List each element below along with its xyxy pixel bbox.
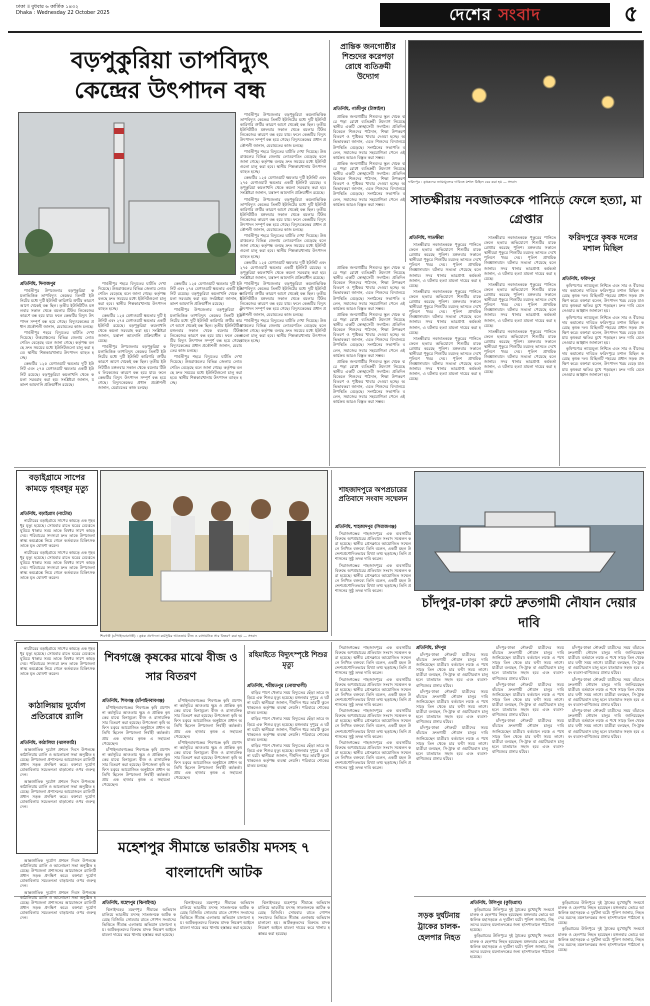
shahjadpur-body-2: সিরাজগঞ্জের শাহজাদপুরে এক ব্যবসায়ীর বিরুদ্ধে অপপ্রচারের প্রতিবাদে সংবাদ সম্মেলন করা হয়েছে। স্থানীয় প্রেসক্লাবে আয়োজিত সম্মেলনে লিখিত বক্তব্যে তিনি বলেন, একটি মহল উদ্দেশ্যপ্রণোদিতভাবে মিথ্যা তথ্য ছড়াচ্ছে। তিনি প্রশাসনের সুষ্ঠু তদন্ত দাবি করেন। সিরাজগঞ্জের শাহজাদপুরে এক ব্যবসায়ীর বিরুদ্ধে অপপ্রচারের প্রতিবাদে সংবাদ সম্মেলন করা হয়েছে। স্থানীয় প্রেসক্লাবে আয়োজিত সম্মেলনে লিখিত বক্তব্যে তিনি বলেন, একটি মহল উদ্দেশ্যপ্রণোদিতভাবে মিথ্যা তথ্য ছড়াচ্ছে। তিনি প্রশাসনের সুষ্ঠু তদন্ত দাবি করেন। সিরাজগঞ্জের শাহজাদপুরে এক ব্যবসায়ীর বিরুদ্ধে অপপ্রচারের প্রতিবাদে সংবাদ সম্মেলন করা হয়েছে। স্থানীয় প্রেসক্লাবে আয়োজিত সম্মেলনে লিখিত বক্তব্যে তিনি বলেন, একটি মহল উদ্দেশ্যপ্রণোদিতভাবে মিথ্যা তথ্য ছড়াচ্ছে। তিনি প্রশাসনের সুষ্ঠু তদন্ত দাবি করেন। সিরাজগঞ্জের শাহজাদপুরে এক ব্যবসায়ীর বিরুদ্ধে অপপ্রচারের প্রতিবাদে সংবাদ সম্মেলন করা হয়েছে। স্থানীয় প্রেসক্লাবে আয়োজিত সম্মেলনে লিখিত বক্তব্যে তিনি বলেন, একটি মহল উদ্দেশ্যপ্রণোদিতভাবে মিথ্যা তথ্য ছড়াচ্ছে। তিনি প্রশাসনের সুষ্ঠু তদন্ত দাবি করেন। — [335, 645, 411, 771]
lead-body-2: পার্বতীপুর শহরে বিদ্যুতের ঘাটতি দেখা দিয়েছে। উত্তরাঞ্চলের বিভিন্ন জেলায় লোডশেডিং বেড়েছে বলে জানা গেছে। কর্তৃপক্ষ বলছে দ্রুত সময়ের মধ্যে ইউনিটগুলো চালু করা হবে। স্থানীয় শিল্পকারখানায় উৎপাদন ব্যাহত হচ্ছে। কেন্দ্রটির ১২৫ মেগাওয়াট ক্ষমতার দুটি ইউনিট এবং ২৭৫ মেগাওয়াট ক্ষমতার একটি ইউনিট রয়েছে। বড়পুকুরিয়া কয়লাখনি থেকে কয়লা সরবরাহ করা হয়। সংশ্লিষ্টরা জানান, যন্ত্রাংশ আমদানি প্রক্রিয়াধীন রয়েছে। পার্বতীপুর উপজেলার বড়পুকুরিয়া কয়লাভিত্তিক তাপবিদ্যুৎ কেন্দ্রের তিনটি ইউনিটের মধ্যে দুটি ইউনিট কারিগরি ত্রুটির কারণে আগে থেকেই বন্ধ ছিল। তৃতীয় ইউনিটটিও মঙ্গলবার সকাল থেকে বয়লার টিউব লিকেজের কারণে বন্ধ হয়ে যায়। ফলে কেন্দ্রটির বিদ্যুৎ উৎপাদন সম্পূর্ণ বন্ধ হয়ে গেছে। বিদ্যুৎকেন্দ্রের প্রধান প্রকৌশলী জানান, মেরামতের কাজ চলছে। — [98, 281, 166, 390]
lead-byline: প্রতিনিধি, দিনাজপুর — [20, 282, 56, 287]
road-accident-body-2: কুড়িগ্রামের উলিপুরে দুই ট্রাকের মুখোমুখি সংঘর্ষে চালক ও হেলপার নিহত হয়েছেন। মঙ্গলবার ভোরে আঞ্চলিক মহাসড়কে এ দুর্ঘটনা ঘটে। পুলিশ জানায়, নিহতদের মরদেহ ময়নাতদন্তের জন্য হাসপাতালে পাঠানো হয়েছে। কুড়িগ্রামের উলিপুরে দুই ট্রাকের মুখোমুখি সংঘর্ষে চালক ও হেলপার নিহত হয়েছেন। মঙ্গলবার ভোরে আঞ্চলিক মহাসড়কে এ দুর্ঘটনা ঘটে। পুলিশ জানায়, নিহতদের মরদেহ ময়নাতদন্তের জন্য হাসপাতালে পাঠানো হয়েছে। — [558, 900, 644, 952]
issue-date — [16, 4, 110, 17]
shibganj-body-1: চাঁপাইনবাবগঞ্জের শিবগঞ্জে কৃষি প্রণোদনা কর্মসূচির আওতায় ক্ষুদ্র ও প্রান্তিক কৃষকের মাঝে বিনামূল্যে বীজ ও রাসায়নিক সার বিতরণ করা হয়েছে। উপজেলা কৃষি অফিস চত্বরে আয়োজিত অনুষ্ঠানে প্রধান অতিথি ছিলেন উপজেলা নির্বাহী কর্মকর্তা। প্রায় এক হাজার কৃষক এ সহায়তা পেয়েছেন। চাঁপাইনবাবগঞ্জের শিবগঞ্জে কৃষি প্রণোদনা কর্মসূচির আওতায় ক্ষুদ্র ও প্রান্তিক কৃষকের মাঝে বিনামূল্যে বীজ ও রাসায়নিক সার বিতরণ করা হয়েছে। উপজেলা কৃষি অফিস চত্বরে আয়োজিত অনুষ্ঠানে প্রধান অতিথি ছিলেন উপজেলা নির্বাহী কর্মকর্তা। প্রায় এক হাজার কৃষক এ সহায়তা পেয়েছেন। — [102, 705, 170, 788]
snake-body-cont: নাটোরের বড়াইগ্রামে সাপের কামড়ে এক গৃহবধূর মৃত্যু হয়েছে। সোমবার রাতে ঘরের মেঝেতে ঘুমিয়ে থাকার সময় তাকে বিষধর সাপে কামড় দেয়। পরিবারের সদস্যরা দ্রুত তাকে উপজেলা স্বাস্থ্য কমপ্লেক্সে নিয়ে গেলে কর্তব্যরত চিকিৎসক তাকে মৃত ঘোষণা করেন। — [20, 646, 95, 677]
torch-rally-photo — [408, 40, 644, 178]
section-banner — [380, 3, 610, 27]
kathaltali-byline: প্রতিনিধি, কাঠালিয়া (ঝালকাঠি) — [20, 741, 77, 746]
kathaltali-headline: কাঠালিয়ায় দুর্যোগ প্রতিরোধে র‌্যালি — [28, 701, 86, 721]
lead-body-4: পার্বতীপুর উপজেলার বড়পুকুরিয়া কয়লাভিত্তিক তাপবিদ্যুৎ কেন্দ্রের তিনটি ইউনিটের মধ্যে দুটি ইউনিট কারিগরি ত্রুটির কারণে আগে থেকেই বন্ধ ছিল। তৃতীয় ইউনিটটিও মঙ্গলবার সকাল থেকে বয়লার টিউব লিকেজের কারণে বন্ধ হয়ে যায়। ফলে কেন্দ্রটির বিদ্যুৎ উৎপাদন সম্পূর্ণ বন্ধ হয়ে গেছে। বিদ্যুৎকেন্দ্রের প্রধান প্রকৌশলী জানান, মেরামতের কাজ চলছে। পার্বতীপুর শহরে বিদ্যুতের ঘাটতি দেখা দিয়েছে। উত্তরাঞ্চলের বিভিন্ন জেলায় লোডশেডিং বেড়েছে বলে জানা গেছে। কর্তৃপক্ষ বলছে দ্রুত সময়ের মধ্যে ইউনিটগুলো চালু করা হবে। স্থানীয় শিল্পকারখানায় উৎপাদন ব্যাহত হচ্ছে। কেন্দ্রটির ১২৫ মেগাওয়াট ক্ষমতার দুটি ইউনিট এবং ২৭৫ মেগাওয়াট ক্ষমতার একটি ইউনিট রয়েছে। বড়পুকুরিয়া কয়লাখনি থেকে কয়লা সরবরাহ করা হয়। সংশ্লিষ্টরা জানান, যন্ত্রাংশ আমদানি প্রক্রিয়াধীন রয়েছে। পার্বতীপুর উপজেলার বড়পুকুরিয়া কয়লাভিত্তিক তাপবিদ্যুৎ কেন্দ্রের তিনটি ইউনিটের মধ্যে দুটি ইউনিট কারিগরি ত্রুটির কারণে আগে থেকেই বন্ধ ছিল। তৃতীয় ইউনিটটিও মঙ্গলবার সকাল থেকে বয়লার টিউব লিকেজের কারণে বন্ধ হয়ে যায়। ফলে কেন্দ্রটির বিদ্যুৎ উৎপাদন সম্পূর্ণ বন্ধ হয়ে গেছে। বিদ্যুৎকেন্দ্রের প্রধান প্রকৌশলী জানান, মেরামতের কাজ চলছে। পার্বতীপুর শহরে বিদ্যুতের ঘাটতি দেখা দিয়েছে। উত্তরাঞ্চলের বিভিন্ন জেলায় লোডশেডিং বেড়েছে বলে জানা গেছে। কর্তৃপক্ষ বলছে দ্রুত সময়ের মধ্যে ইউনিটগুলো চালু করা হবে। স্থানীয় শিল্পকারখানায় উৎপাদন ব্যাহত হচ্ছে। কেন্দ্রটির ১২৫ মেগাওয়াট ক্ষমতার দুটি ইউনিট এবং ২৭৫ মেগাওয়াট ক্ষমতার একটি ইউনিট রয়েছে। বড়পুকুরিয়া কয়লাখনি থেকে কয়লা সরবরাহ করা হয়। সংশ্লিষ্টরা জানান, যন্ত্রাংশ আমদানি প্রক্রিয়াধীন রয়েছে। পার্বতীপুর উপজেলার বড়পুকুরিয়া কয়লাভিত্তিক তাপবিদ্যুৎ কেন্দ্রের তিনটি ইউনিটের মধ্যে দুটি ইউনিট কারিগরি ত্রুটির কারণে আগে থেকেই বন্ধ ছিল। তৃতীয় ইউনিটটিও মঙ্গলবার সকাল থেকে বয়লার টিউব লিকেজের কারণে বন্ধ হয়ে যায়। ফলে কেন্দ্রটির বিদ্যুৎ উৎপাদন সম্পূর্ণ বন্ধ হয়ে গেছে। বিদ্যুৎকেন্দ্রের প্রধান প্রকৌশলী জানান, মেরামতের কাজ চলছে। পার্বতীপুর শহরে বিদ্যুতের ঘাটতি দেখা দিয়েছে। উত্তরাঞ্চলের বিভিন্ন জেলায় লোডশেডিং বেড়েছে বলে জানা গেছে। কর্তৃপক্ষ বলছে দ্রুত সময়ের মধ্যে ইউনিটগুলো চালু করা হবে। স্থানীয় শিল্পকারখানায় উৎপাদন ব্যাহত হচ্ছে। — [240, 112, 326, 344]
torch-rally-caption: ফরিদপুর : কৃষকদের ন্যায্যমূল্যের দাবিতে মশাল মিছিল বের করা হয় — সংবাদ — [408, 180, 517, 184]
seed-distribution-photo — [100, 470, 328, 632]
section-title: দেশের সংবাদ — [449, 5, 541, 24]
chandpur-body-1: চাঁদপুর-ঢাকা নৌরুটে যাত্রীদের সময় বাঁচাতে দ্রুতগামী নৌযান চালুর দাবি জানিয়েছেন যাত্রীরা। বর্তমানে লঞ্চে এ পথে সাড়ে তিন থেকে চার ঘণ্টা সময় লাগে। যাত্রীরা বলছেন, সি-ট্রাক বা ওয়াটারবাস চালু হলে যাতায়াত সহজ হবে এবং ব্যবসা-বাণিজ্যের প্রসার ঘটবে। চাঁদপুর-ঢাকা নৌরুটে যাত্রীদের সময় বাঁচাতে দ্রুতগামী নৌযান চালুর দাবি জানিয়েছেন যাত্রীরা। বর্তমানে লঞ্চে এ পথে সাড়ে তিন থেকে চার ঘণ্টা সময় লাগে। যাত্রীরা বলছেন, সি-ট্রাক বা ওয়াটারবাস চালু হলে যাতায়াত সহজ হবে এবং ব্যবসা-বাণিজ্যের প্রসার ঘটবে। চাঁদপুর-ঢাকা নৌরুটে যাত্রীদের সময় বাঁচাতে দ্রুতগামী নৌযান চালুর দাবি জানিয়েছেন যাত্রীরা। বর্তমানে লঞ্চে এ পথে সাড়ে তিন থেকে চার ঘণ্টা সময় লাগে। যাত্রীরা বলছেন, সি-ট্রাক বা ওয়াটারবাস চালু হলে যাতায়াত সহজ হবে এবং ব্যবসা-বাণিজ্যের প্রসার ঘটবে। — [416, 652, 488, 761]
child-story-headline: প্রান্তিক জনগোষ্ঠীর শিশুদের করেপড়া রোধে ব্যতিক্রমী উদ্যোগ — [340, 42, 396, 81]
shahjadpur-body: সিরাজগঞ্জের শাহজাদপুরে এক ব্যবসায়ীর বিরুদ্ধে অপপ্রচারের প্রতিবাদে সংবাদ সম্মেলন করা হয়েছে। স্থানীয় প্রেসক্লাবে আয়োজিত সম্মেলনে লিখিত বক্তব্যে তিনি বলেন, একটি মহল উদ্দেশ্যপ্রণোদিতভাবে মিথ্যা তথ্য ছড়াচ্ছে। তিনি প্রশাসনের সুষ্ঠু তদন্ত দাবি করেন। সিরাজগঞ্জের শাহজাদপুরে এক ব্যবসায়ীর বিরুদ্ধে অপপ্রচারের প্রতিবাদে সংবাদ সম্মেলন করা হয়েছে। স্থানীয় প্রেসক্লাবে আয়োজিত সম্মেলনে লিখিত বক্তব্যে তিনি বলেন, একটি মহল উদ্দেশ্যপ্রণোদিতভাবে মিথ্যা তথ্য ছড়াচ্ছে। তিনি প্রশাসনের সুষ্ঠু তদন্ত দাবি করেন। — [335, 531, 411, 594]
road-accident-byline: প্রতিনিধি, উলিপুর (কুড়িগ্রাম) — [470, 901, 522, 906]
lead-body-3: কেন্দ্রটির ১২৫ মেগাওয়াট ক্ষমতার দুটি ইউনিট এবং ২৭৫ মেগাওয়াট ক্ষমতার একটি ইউনিট রয়েছে। বড়পুকুরিয়া কয়লাখনি থেকে কয়লা সরবরাহ করা হয়। সংশ্লিষ্টরা জানান, যন্ত্রাংশ আমদানি প্রক্রিয়াধীন রয়েছে। পার্বতীপুর উপজেলার বড়পুকুরিয়া কয়লাভিত্তিক তাপবিদ্যুৎ কেন্দ্রের তিনটি ইউনিটের মধ্যে দুটি ইউনিট কারিগরি ত্রুটির কারণে আগে থেকেই বন্ধ ছিল। তৃতীয় ইউনিটটিও মঙ্গলবার সকাল থেকে বয়লার টিউব লিকেজের কারণে বন্ধ হয়ে যায়। ফলে কেন্দ্রটির বিদ্যুৎ উৎপাদন সম্পূর্ণ বন্ধ হয়ে গেছে। বিদ্যুৎকেন্দ্রের প্রধান প্রকৌশলী জানান, মেরামতের কাজ চলছে। পার্বতীপুর শহরে বিদ্যুতের ঘাটতি দেখা দিয়েছে। উত্তরাঞ্চলের বিভিন্ন জেলায় লোডশেডিং বেড়েছে বলে জানা গেছে। কর্তৃপক্ষ বলছে দ্রুত সময়ের মধ্যে ইউনিটগুলো চালু করা হবে। স্থানীয় শিল্পকারখানায় উৎপাদন ব্যাহত হচ্ছে। — [170, 281, 242, 385]
seed-distribution-caption: শিবগঞ্জ (চাঁপাইনবাবগঞ্জ) : কৃষক প্রণোদনা কর্মসূচির আওতায় বীজ ও রাসায়নিক সার বিতরণ করা হয় — সংবাদ — [100, 634, 258, 638]
lead-body-5 — [246, 282, 326, 464]
power-plant-illustration — [19, 113, 236, 275]
maheshpur-body-3: ঝিনাইদহের মহেশপুর সীমান্তে অভিযান চালিয়ে ভারতীয় মদসহ সাতজনকে আটক করেছে বিজিবি। সোমবার রাতে গোপন সংবাদের ভিত্তিতে সীমান্ত এলাকায় অভিযান চালানো হয়। আটককৃতদের বিরুদ্ধে মাদক নিয়ন্ত্রণ আইনে মামলা দায়ের করে থানায় হস্তান্তর করা হয়েছে। — [258, 900, 330, 936]
electrocution-body: বাড়ির পাশে খেলার সময় বিদ্যুতের ছেঁড়া তারে জড়িয়ে এক শিশুর মৃত্যু হয়েছে। মঙ্গলবার দুপুরে এ ঘটনা ঘটে। স্থানীয়রা জানান, দীর্ঘদিন ধরে তারটি ঝুলে থাকলেও কর্তৃপক্ষ ব্যবস্থা নেয়নি। পরিবারে শোকের মাতম চলছে। বাড়ির পাশে খেলার সময় বিদ্যুতের ছেঁড়া তারে জড়িয়ে এক শিশুর মৃত্যু হয়েছে। মঙ্গলবার দুপুরে এ ঘটনা ঘটে। স্থানীয়রা জানান, দীর্ঘদিন ধরে তারটি ঝুলে থাকলেও কর্তৃপক্ষ ব্যবস্থা নেয়নি। পরিবারে শোকের মাতম চলছে। বাড়ির পাশে খেলার সময় বিদ্যুতের ছেঁড়া তারে জড়িয়ে এক শিশুর মৃত্যু হয়েছে। মঙ্গলবার দুপুরে এ ঘটনা ঘটে। স্থানীয়রা জানান, দীর্ঘদিন ধরে তারটি ঝুলে থাকলেও কর্তৃপক্ষ ব্যবস্থা নেয়নি। পরিবারে শোকের মাতম চলছে। — [247, 690, 329, 769]
power-plant-photo — [18, 112, 236, 275]
masthead — [0, 0, 650, 34]
page-number: ৫ — [623, 2, 639, 27]
shibganj-headline: শিবগঞ্জে কৃষকের মাঝে বীজ ও সার বিতরণ — [104, 651, 238, 683]
maheshpur-body-1: ঝিনাইদহের মহেশপুর সীমান্তে অভিযান চালিয়ে ভারতীয় মদসহ সাতজনকে আটক করেছে বিজিবি। সোমবার রাতে গোপন সংবাদের ভিত্তিতে সীমান্ত এলাকায় অভিযান চালানো হয়। আটককৃতদের বিরুদ্ধে মাদক নিয়ন্ত্রণ আইনে মামলা দায়ের করে থানায় হস্তান্তর করা হয়েছে। — [102, 907, 176, 938]
kathaltali-body-cont: আন্তর্জাতিক দুর্যোগ প্রশমন দিবস উপলক্ষে কাঠালিয়ায় র‌্যালি ও আলোচনা সভা অনুষ্ঠিত হয়েছে। উপজেলা প্রশাসনের আয়োজনে র‌্যালিটি প্রধান সড়ক প্রদক্ষিণ করে। বক্তারা দুর্যোগ মোকাবিলায় সচেতনতা বাড়ানোর ওপর গুরুত্ব দেন। আন্তর্জাতিক দুর্যোগ প্রশমন দিবস উপলক্ষে কাঠালিয়ায় র‌্যালি ও আলোচনা সভা অনুষ্ঠিত হয়েছে। উপজেলা প্রশাসনের আয়োজনে র‌্যালিটি প্রধান সড়ক প্রদক্ষিণ করে। বক্তারা দুর্যোগ মোকাবিলায় সচেতনতা বাড়ানোর ওপর গুরুত্ব দেন। — [20, 858, 96, 921]
issue-date-en: Dhaka : Wednesday 22 October 2025 — [16, 10, 110, 17]
faridpur-byline: প্রতিনিধি, ফরিদপুর — [562, 277, 596, 282]
issue-date-bn: ঢাকা ॥ বুধবার ৬ কার্তিক ১৪৩২ — [16, 4, 79, 10]
faridpur-body: কৃষিপণ্যের ন্যায্যমূল্য নিশ্চিত এবং সার ও বীজের দাম কমানোর দাবিতে ফরিদপুরে মশাল মিছিল করেছে কৃষক দল। মিছিলটি শহরের প্রধান সড়ক প্রদক্ষিণ করে। বক্তারা বলেন, উৎপাদন খরচ বেড়ে যাওয়ায় কৃষকরা ক্ষতির মুখে পড়ছেন। দ্রুত দাবি মেনে নেওয়ার আহ্বান জানানো হয়। কৃষিপণ্যের ন্যায্যমূল্য নিশ্চিত এবং সার ও বীজের দাম কমানোর দাবিতে ফরিদপুরে মশাল মিছিল করেছে কৃষক দল। মিছিলটি শহরের প্রধান সড়ক প্রদক্ষিণ করে। বক্তারা বলেন, উৎপাদন খরচ বেড়ে যাওয়ায় কৃষকরা ক্ষতির মুখে পড়ছেন। দ্রুত দাবি মেনে নেওয়ার আহ্বান জানানো হয়। কৃষিপণ্যের ন্যায্যমূল্য নিশ্চিত এবং সার ও বীজের দাম কমানোর দাবিতে ফরিদপুরে মশাল মিছিল করেছে কৃষক দল। মিছিলটি শহরের প্রধান সড়ক প্রদক্ষিণ করে। বক্তারা বলেন, উৎপাদন খরচ বেড়ে যাওয়ায় কৃষকরা ক্ষতির মুখে পড়ছেন। দ্রুত দাবি মেনে নেওয়ার আহ্বান জানানো হয়। — [562, 283, 644, 377]
road-accident-body-1: কুড়িগ্রামের উলিপুরে দুই ট্রাকের মুখোমুখি সংঘর্ষে চালক ও হেলপার নিহত হয়েছেন। মঙ্গলবার ভোরে আঞ্চলিক মহাসড়কে এ দুর্ঘটনা ঘটে। পুলিশ জানায়, নিহতদের মরদেহ ময়নাতদন্তের জন্য হাসপাতালে পাঠানো হয়েছে। কুড়িগ্রামের উলিপুরে দুই ট্রাকের মুখোমুখি সংঘর্ষে চালক ও হেলপার নিহত হয়েছেন। মঙ্গলবার ভোরে আঞ্চলিক মহাসড়কে এ দুর্ঘটনা ঘটে। পুলিশ জানায়, নিহতদের মরদেহ ময়নাতদন্তের জন্য হাসপাতালে পাঠানো হয়েছে। — [470, 907, 554, 959]
satkhira-body-1: সাতক্ষীরায় নবজাতককে পুকুরের পানিতে ফেলে হত্যার অভিযোগে শিশুটির মাকে গ্রেপ্তার করেছে পুলিশ। মঙ্গলবার সকালে স্থানীয়রা পুকুরে শিশুটির মরদেহ ভাসতে দেখে পুলিশে খবর দেয়। পুলিশ প্রাথমিক জিজ্ঞাসাবাদে ঘটনার সত্যতা পেয়েছে বলে জানায়। সদর থানার ভারপ্রাপ্ত কর্মকর্তা জানান, এ ঘটনায় হত্যা মামলা দায়ের করা হয়েছে। সাতক্ষীরায় নবজাতককে পুকুরের পানিতে ফেলে হত্যার অভিযোগে শিশুটির মাকে গ্রেপ্তার করেছে পুলিশ। মঙ্গলবার সকালে স্থানীয়রা পুকুরে শিশুটির মরদেহ ভাসতে দেখে পুলিশে খবর দেয়। পুলিশ প্রাথমিক জিজ্ঞাসাবাদে ঘটনার সত্যতা পেয়েছে বলে জানায়। সদর থানার ভারপ্রাপ্ত কর্মকর্তা জানান, এ ঘটনায় হত্যা মামলা দায়ের করা হয়েছে। সাতক্ষীরায় নবজাতককে পুকুরের পানিতে ফেলে হত্যার অভিযোগে শিশুটির মাকে গ্রেপ্তার করেছে পুলিশ। মঙ্গলবার সকালে স্থানীয়রা পুকুরে শিশুটির মরদেহ ভাসতে দেখে পুলিশে খবর দেয়। পুলিশ প্রাথমিক জিজ্ঞাসাবাদে ঘটনার সত্যতা পেয়েছে বলে জানায়। সদর থানার ভারপ্রাপ্ত কর্মকর্তা জানান, এ ঘটনায় হত্যা মামলা দায়ের করা হয়েছে। — [409, 242, 481, 382]
maheshpur-headline: মহেশপুর সীমান্তে ভারতীয় মদসহ ৭ বাংলাদেশি আটক — [118, 840, 310, 881]
satkhira-body-2: সাতক্ষীরায় নবজাতককে পুকুরের পানিতে ফেলে হত্যার অভিযোগে শিশুটির মাকে গ্রেপ্তার করেছে পুলিশ। মঙ্গলবার সকালে স্থানীয়রা পুকুরে শিশুটির মরদেহ ভাসতে দেখে পুলিশে খবর দেয়। পুলিশ প্রাথমিক জিজ্ঞাসাবাদে ঘটনার সত্যতা পেয়েছে বলে জানায়। সদর থানার ভারপ্রাপ্ত কর্মকর্তা জানান, এ ঘটনায় হত্যা মামলা দায়ের করা হয়েছে। সাতক্ষীরায় নবজাতককে পুকুরের পানিতে ফেলে হত্যার অভিযোগে শিশুটির মাকে গ্রেপ্তার করেছে পুলিশ। মঙ্গলবার সকালে স্থানীয়রা পুকুরে শিশুটির মরদেহ ভাসতে দেখে পুলিশে খবর দেয়। পুলিশ প্রাথমিক জিজ্ঞাসাবাদে ঘটনার সত্যতা পেয়েছে বলে জানায়। সদর থানার ভারপ্রাপ্ত কর্মকর্তা জানান, এ ঘটনায় হত্যা মামলা দায়ের করা হয়েছে। সাতক্ষীরায় নবজাতককে পুকুরের পানিতে ফেলে হত্যার অভিযোগে শিশুটির মাকে গ্রেপ্তার করেছে পুলিশ। মঙ্গলবার সকালে স্থানীয়রা পুকুরে শিশুটির মরদেহ ভাসতে দেখে পুলিশে খবর দেয়। পুলিশ প্রাথমিক জিজ্ঞাসাবাদে ঘটনার সত্যতা পেয়েছে বলে জানায়। সদর থানার ভারপ্রাপ্ত কর্মকর্তা জানান, এ ঘটনায় হত্যা মামলা দায়ের করা হয়েছে। — [484, 235, 556, 375]
electrocution-byline: প্রতিনিধি, শরীয়তপুর (নোয়াখালী) — [247, 684, 307, 689]
chandpur-body-2: চাঁদপুর-ঢাকা নৌরুটে যাত্রীদের সময় বাঁচাতে দ্রুতগামী নৌযান চালুর দাবি জানিয়েছেন যাত্রীরা। বর্তমানে লঞ্চে এ পথে সাড়ে তিন থেকে চার ঘণ্টা সময় লাগে। যাত্রীরা বলছেন, সি-ট্রাক বা ওয়াটারবাস চালু হলে যাতায়াত সহজ হবে এবং ব্যবসা-বাণিজ্যের প্রসার ঘটবে। চাঁদপুর-ঢাকা নৌরুটে যাত্রীদের সময় বাঁচাতে দ্রুতগামী নৌযান চালুর দাবি জানিয়েছেন যাত্রীরা। বর্তমানে লঞ্চে এ পথে সাড়ে তিন থেকে চার ঘণ্টা সময় লাগে। যাত্রীরা বলছেন, সি-ট্রাক বা ওয়াটারবাস চালু হলে যাতায়াত সহজ হবে এবং ব্যবসা-বাণিজ্যের প্রসার ঘটবে। চাঁদপুর-ঢাকা নৌরুটে যাত্রীদের সময় বাঁচাতে দ্রুতগামী নৌযান চালুর দাবি জানিয়েছেন যাত্রীরা। বর্তমানে লঞ্চে এ পথে সাড়ে তিন থেকে চার ঘণ্টা সময় লাগে। যাত্রীরা বলছেন, সি-ট্রাক বা ওয়াটারবাস চালু হলে যাতায়াত সহজ হবে এবং ব্যবসা-বাণিজ্যের প্রসার ঘটবে। — [492, 645, 564, 754]
shibganj-byline: প্রতিনিধি, শিবগঞ্জ (চাঁপাইনবাবগঞ্জ) — [102, 699, 165, 704]
snake-body: নাটোরের বড়াইগ্রামে সাপের কামড়ে এক গৃহবধূর মৃত্যু হয়েছে। সোমবার রাতে ঘরের মেঝেতে ঘুমিয়ে থাকার সময় তাকে বিষধর সাপে কামড় দেয়। পরিবারের সদস্যরা দ্রুত তাকে উপজেলা স্বাস্থ্য কমপ্লেক্সে নিয়ে গেলে কর্তব্যরত চিকিৎসক তাকে মৃত ঘোষণা করেন। নাটোরের বড়াইগ্রামে সাপের কামড়ে এক গৃহবধূর মৃত্যু হয়েছে। সোমবার রাতে ঘরের মেঝেতে ঘুমিয়ে থাকার সময় তাকে বিষধর সাপে কামড় দেয়। পরিবারের সদস্যরা দ্রুত তাকে উপজেলা স্বাস্থ্য কমপ্লেক্সে নিয়ে গেলে কর্তব্যরত চিকিৎসক তাকে মৃত ঘোষণা করেন। — [20, 518, 95, 581]
shahjadpur-byline: প্রতিনিধি, শাহজাদপুর (সিরাজগঞ্জ) — [335, 525, 397, 530]
snake-headline: বড়াইগ্রামে সাপের কামড়ে গৃহবধূর মৃত্যু — [25, 473, 89, 493]
satkhira-headline: সাতক্ষীরায় নবজাতককে পানিতে ফেলে হত্যা, মা গ্রেপ্তার — [410, 193, 642, 226]
electrocution-headline: রহিমাইতে বিদ্যুৎস্পৃষ্টে শিশুর মৃত্যু — [248, 651, 328, 669]
launch-photo — [414, 471, 644, 591]
kathaltali-body: আন্তর্জাতিক দুর্যোগ প্রশমন দিবস উপলক্ষে কাঠালিয়ায় র‌্যালি ও আলোচনা সভা অনুষ্ঠিত হয়েছে। উপজেলা প্রশাসনের আয়োজনে র‌্যালিটি প্রধান সড়ক প্রদক্ষিণ করে। বক্তারা দুর্যোগ মোকাবিলায় সচেতনতা বাড়ানোর ওপর গুরুত্ব দেন। আন্তর্জাতিক দুর্যোগ প্রশমন দিবস উপলক্ষে কাঠালিয়ায় র‌্যালি ও আলোচনা সভা অনুষ্ঠিত হয়েছে। উপজেলা প্রশাসনের আয়োজনে র‌্যালিটি প্রধান সড়ক প্রদক্ষিণ করে। বক্তারা দুর্যোগ মোকাবিলায় সচেতনতা বাড়ানোর ওপর গুরুত্ব দেন। — [20, 747, 95, 810]
maheshpur-body-2: ঝিনাইদহের মহেশপুর সীমান্তে অভিযান চালিয়ে ভারতীয় মদসহ সাতজনকে আটক করেছে বিজিবি। সোমবার রাতে গোপন সংবাদের ভিত্তিতে সীমান্ত এলাকায় অভিযান চালানো হয়। আটককৃতদের বিরুদ্ধে মাদক নিয়ন্ত্রণ আইনে মামলা দায়ের করে থানায় হস্তান্তর করা হয়েছে। — [180, 900, 254, 931]
road-accident-headline: সড়ক দুর্ঘটনায় ট্রাকের চালক-হেলপার নিহত — [417, 911, 461, 942]
boat-illustration — [415, 472, 644, 591]
satkhira-byline: প্রতিনিধি, সাতক্ষীরা — [409, 236, 444, 241]
child-story-byline: প্রতিনিধি, গাজীপুর (টাঙ্গাইল) — [333, 107, 386, 112]
shahjadpur-headline: শাহজাদপুরে অপপ্রচারের প্রতিবাদে সংবাদ সম্মেলন — [338, 486, 408, 503]
shibganj-body-2: চাঁপাইনবাবগঞ্জের শিবগঞ্জে কৃষি প্রণোদনা কর্মসূচির আওতায় ক্ষুদ্র ও প্রান্তিক কৃষকের মাঝে বিনামূল্যে বীজ ও রাসায়নিক সার বিতরণ করা হয়েছে। উপজেলা কৃষি অফিস চত্বরে আয়োজিত অনুষ্ঠানে প্রধান অতিথি ছিলেন উপজেলা নির্বাহী কর্মকর্তা। প্রায় এক হাজার কৃষক এ সহায়তা পেয়েছেন। চাঁপাইনবাবগঞ্জের শিবগঞ্জে কৃষি প্রণোদনা কর্মসূচির আওতায় ক্ষুদ্র ও প্রান্তিক কৃষকের মাঝে বিনামূল্যে বীজ ও রাসায়নিক সার বিতরণ করা হয়েছে। উপজেলা কৃষি অফিস চত্বরে আয়োজিত অনুষ্ঠানে প্রধান অতিথি ছিলেন উপজেলা নির্বাহী কর্মকর্তা। প্রায় এক হাজার কৃষক এ সহায়তা পেয়েছেন। — [174, 698, 242, 781]
lead-body-1: পার্বতীপুর উপজেলার বড়পুকুরিয়া কয়লাভিত্তিক তাপবিদ্যুৎ কেন্দ্রের তিনটি ইউনিটের মধ্যে দুটি ইউনিট কারিগরি ত্রুটির কারণে আগে থেকেই বন্ধ ছিল। তৃতীয় ইউনিটটিও মঙ্গলবার সকাল থেকে বয়লার টিউব লিকেজের কারণে বন্ধ হয়ে যায়। ফলে কেন্দ্রটির বিদ্যুৎ উৎপাদন সম্পূর্ণ বন্ধ হয়ে গেছে। বিদ্যুৎকেন্দ্রের প্রধান প্রকৌশলী জানান, মেরামতের কাজ চলছে। পার্বতীপুর শহরে বিদ্যুতের ঘাটতি দেখা দিয়েছে। উত্তরাঞ্চলের বিভিন্ন জেলায় লোডশেডিং বেড়েছে বলে জানা গেছে। কর্তৃপক্ষ বলছে দ্রুত সময়ের মধ্যে ইউনিটগুলো চালু করা হবে। স্থানীয় শিল্পকারখানায় উৎপাদন ব্যাহত হচ্ছে। কেন্দ্রটির ১২৫ মেগাওয়াট ক্ষমতার দুটি ইউনিট এবং ২৭৫ মেগাওয়াট ক্ষমতার একটি ইউনিট রয়েছে। বড়পুকুরিয়া কয়লাখনি থেকে কয়লা সরবরাহ করা হয়। সংশ্লিষ্টরা জানান, যন্ত্রাংশ আমদানি প্রক্রিয়াধীন রয়েছে। — [20, 288, 94, 387]
snake-byline: প্রতিনিধি, বড়াইগ্রাম (নাটোর) — [20, 512, 73, 517]
chandpur-body-3: চাঁদপুর-ঢাকা নৌরুটে যাত্রীদের সময় বাঁচাতে দ্রুতগামী নৌযান চালুর দাবি জানিয়েছেন যাত্রীরা। বর্তমানে লঞ্চে এ পথে সাড়ে তিন থেকে চার ঘণ্টা সময় লাগে। যাত্রীরা বলছেন, সি-ট্রাক বা ওয়াটারবাস চালু হলে যাতায়াত সহজ হবে এবং ব্যবসা-বাণিজ্যের প্রসার ঘটবে। চাঁদপুর-ঢাকা নৌরুটে যাত্রীদের সময় বাঁচাতে দ্রুতগামী নৌযান চালুর দাবি জানিয়েছেন যাত্রীরা। বর্তমানে লঞ্চে এ পথে সাড়ে তিন থেকে চার ঘণ্টা সময় লাগে। যাত্রীরা বলছেন, সি-ট্রাক বা ওয়াটারবাস চালু হলে যাতায়াত সহজ হবে এবং ব্যবসা-বাণিজ্যের প্রসার ঘটবে। চাঁদপুর-ঢাকা নৌরুটে যাত্রীদের সময় বাঁচাতে দ্রুতগামী নৌযান চালুর দাবি জানিয়েছেন যাত্রীরা। বর্তমানে লঞ্চে এ পথে সাড়ে তিন থেকে চার ঘণ্টা সময় লাগে। যাত্রীরা বলছেন, সি-ট্রাক বা ওয়াটারবাস চালু হলে যাতায়াত সহজ হবে এবং ব্যবসা-বাণিজ্যের প্রসার ঘটবে। — [568, 645, 644, 739]
chandpur-headline: চাঁদপুর-ঢাকা রুটে দ্রুতগামী নৌযান দেয়ার দাবি — [421, 596, 637, 631]
child-story-body-2: প্রান্তিক জনগোষ্ঠীর শিশুদের স্কুল থেকে ঝরে পড়া রোধে ব্যতিক্রমী উদ্যোগ নিয়েছে স্থানীয় একটি স্বেচ্ছাসেবী সংগঠন। প্রতিদিন বিকেলে শিশুদের পাঠদান, শিক্ষা উপকরণ বিতরণ ও পুষ্টিকর খাবার দেওয়া হচ্ছে। অভিভাবকরা জানান, এতে শিশুদের বিদ্যালয়ে উপস্থিতি বেড়েছে। সংগঠনের সভাপতি বলেন, সমাজের সবার সহযোগিতা পেলে এই কার্যক্রম আরও বিস্তৃত করা সম্ভব। প্রান্তিক জনগোষ্ঠীর শিশুদের স্কুল থেকে ঝরে পড়া রোধে ব্যতিক্রমী উদ্যোগ নিয়েছে স্থানীয় একটি স্বেচ্ছাসেবী সংগঠন। প্রতিদিন বিকেলে শিশুদের পাঠদান, শিক্ষা উপকরণ বিতরণ ও পুষ্টিকর খাবার দেওয়া হচ্ছে। অভিভাবকরা জানান, এতে শিশুদের বিদ্যালয়ে উপস্থিতি বেড়েছে। সংগঠনের সভাপতি বলেন, সমাজের সবার সহযোগিতা পেলে এই কার্যক্রম আরও বিস্তৃত করা সম্ভব। প্রান্তিক জনগোষ্ঠীর শিশুদের স্কুল থেকে ঝরে পড়া রোধে ব্যতিক্রমী উদ্যোগ নিয়েছে স্থানীয় একটি স্বেচ্ছাসেবী সংগঠন। প্রতিদিন বিকেলে শিশুদের পাঠদান, শিক্ষা উপকরণ বিতরণ ও পুষ্টিকর খাবার দেওয়া হচ্ছে। অভিভাবকরা জানান, এতে শিশুদের বিদ্যালয়ে উপস্থিতি বেড়েছে। সংগঠনের সভাপতি বলেন, সমাজের সবার সহযোগিতা পেলে এই কার্যক্রম আরও বিস্তৃত করা সম্ভব। — [333, 265, 405, 405]
people-illustration — [101, 471, 328, 632]
chandpur-byline: প্রতিনিধি, চাঁদপুর — [416, 646, 446, 651]
lead-headline: বড়পুকুরিয়া তাপবিদ্যুৎ কেন্দ্রের উৎপাদন বন্ধ — [70, 48, 270, 104]
child-story-body: প্রান্তিক জনগোষ্ঠীর শিশুদের স্কুল থেকে ঝরে পড়া রোধে ব্যতিক্রমী উদ্যোগ নিয়েছে স্থানীয় একটি স্বেচ্ছাসেবী সংগঠন। প্রতিদিন বিকেলে শিশুদের পাঠদান, শিক্ষা উপকরণ বিতরণ ও পুষ্টিকর খাবার দেওয়া হচ্ছে। অভিভাবকরা জানান, এতে শিশুদের বিদ্যালয়ে উপস্থিতি বেড়েছে। সংগঠনের সভাপতি বলেন, সমাজের সবার সহযোগিতা পেলে এই কার্যক্রম আরও বিস্তৃত করা সম্ভব। প্রান্তিক জনগোষ্ঠীর শিশুদের স্কুল থেকে ঝরে পড়া রোধে ব্যতিক্রমী উদ্যোগ নিয়েছে স্থানীয় একটি স্বেচ্ছাসেবী সংগঠন। প্রতিদিন বিকেলে শিশুদের পাঠদান, শিক্ষা উপকরণ বিতরণ ও পুষ্টিকর খাবার দেওয়া হচ্ছে। অভিভাবকরা জানান, এতে শিশুদের বিদ্যালয়ে উপস্থিতি বেড়েছে। সংগঠনের সভাপতি বলেন, সমাজের সবার সহযোগিতা পেলে এই কার্যক্রম আরও বিস্তৃত করা সম্ভব। — [333, 114, 405, 207]
faridpur-headline: ফরিদপুরে কৃষক দলের মশাল মিছিল — [568, 233, 638, 253]
maheshpur-byline: প্রতিনিধি, মহেশপুর (ঝিনাইদহ) — [102, 901, 157, 906]
